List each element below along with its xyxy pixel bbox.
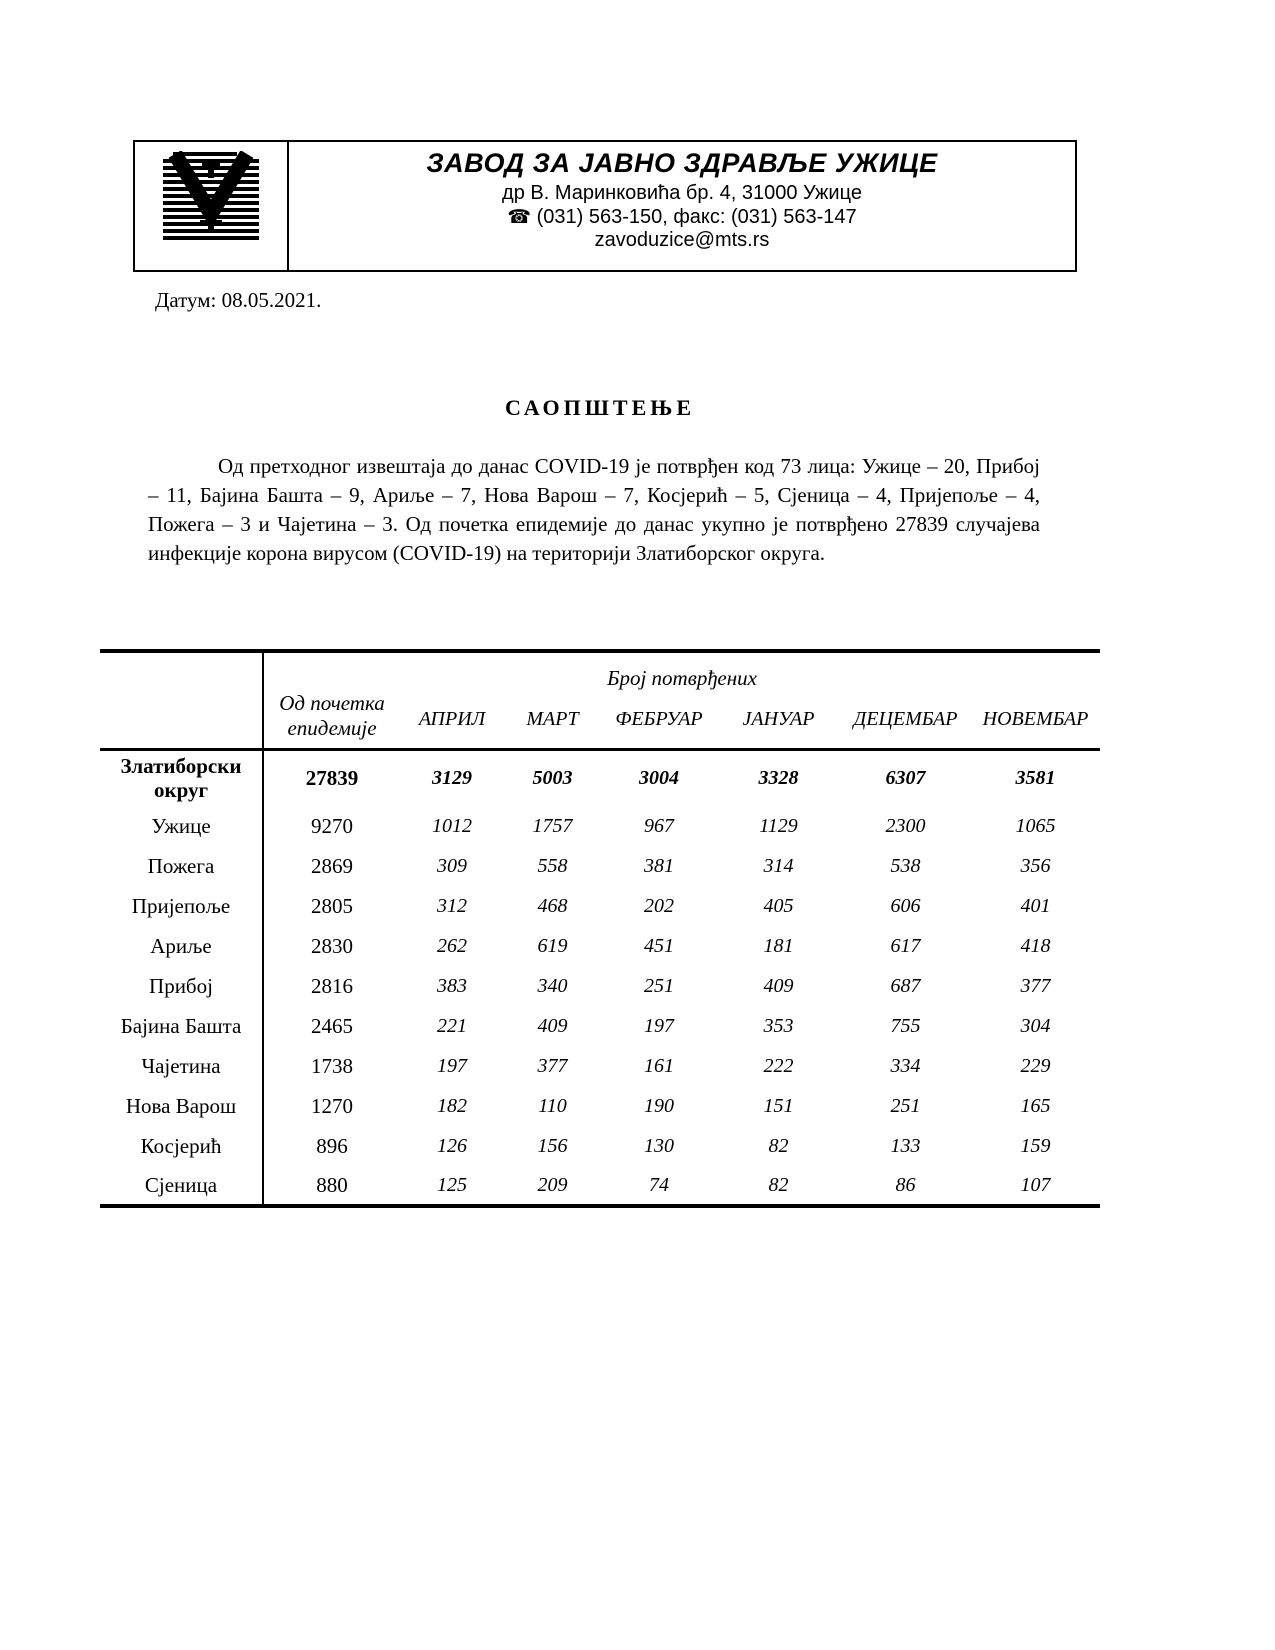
cell-value: 82 (768, 1134, 789, 1157)
cell-value: 418 (1020, 934, 1051, 957)
row-total: 896 (316, 1133, 348, 1158)
covid-stats-table (100, 649, 1100, 1208)
row-label: Нова Варош (100, 1086, 263, 1126)
cell-value: 209 (537, 1173, 568, 1196)
cell-value: 401 (1020, 894, 1051, 917)
cell-value: 409 (537, 1014, 568, 1037)
cell-value: 6307 (885, 766, 926, 789)
table-row (100, 966, 1100, 1006)
row-label: Косјерић (100, 1126, 263, 1166)
cell-value: 229 (1020, 1054, 1051, 1077)
cell-value: 538 (890, 854, 921, 877)
cell-value: 3328 (758, 766, 799, 789)
cell-value: 3129 (432, 766, 472, 789)
table-row (100, 1166, 1100, 1206)
row-label: Бајина Башта (100, 1006, 263, 1046)
cell-value: 126 (437, 1134, 467, 1157)
letterhead (133, 140, 1077, 272)
cell-value: 353 (763, 1014, 794, 1037)
cell-value: 159 (1020, 1134, 1051, 1157)
cell-value: 107 (1020, 1173, 1051, 1196)
cell-value: 251 (890, 1094, 921, 1117)
cell-value: 125 (437, 1173, 467, 1196)
row-label: Сјеница (100, 1166, 263, 1206)
table-row (100, 846, 1100, 886)
cell-value: 377 (1020, 974, 1051, 997)
row-total: 2465 (311, 1013, 353, 1038)
table-header-row-confirmed (100, 651, 1100, 691)
row-total: 880 (316, 1172, 348, 1197)
cell-value: 356 (1020, 854, 1051, 877)
table-row (100, 806, 1100, 846)
cell-value: 110 (538, 1094, 567, 1117)
org-address: др В. Маринковића бр. 4, 31000 Ужице (502, 182, 862, 205)
table-row (100, 1086, 1100, 1126)
cell-value: 181 (763, 934, 794, 957)
cell-value: 1129 (759, 814, 798, 837)
cell-value: 687 (890, 974, 921, 997)
cell-value: 190 (644, 1094, 674, 1117)
table-row (100, 1006, 1100, 1046)
cell-value: 1065 (1015, 814, 1056, 837)
cell-value: 1757 (532, 814, 573, 837)
month-header-april: АПРИЛ (418, 707, 486, 730)
cell-value: 755 (890, 1014, 921, 1037)
cell-value: 251 (644, 974, 674, 997)
org-email: zavoduzice@mts.rs (594, 229, 770, 252)
cell-value: 967 (644, 814, 674, 837)
row-total: 9270 (311, 813, 353, 838)
month-header-mart: МАРТ (526, 707, 579, 730)
table-row (100, 886, 1100, 926)
cell-value: 381 (644, 854, 674, 877)
table-row (100, 1046, 1100, 1086)
cell-value: 130 (644, 1134, 674, 1157)
cell-value: 82 (768, 1173, 789, 1196)
month-header-decembar: ДЕЦЕМБАР (853, 707, 958, 730)
cell-value: 619 (537, 934, 568, 957)
cell-value: 202 (644, 894, 674, 917)
letterhead-text (289, 142, 1075, 270)
cell-value: 86 (895, 1173, 916, 1196)
cell-value: 133 (890, 1134, 921, 1157)
row-label: Чајетина (100, 1046, 263, 1086)
cell-value: 3581 (1015, 766, 1056, 789)
cell-value: 222 (763, 1054, 794, 1077)
cell-value: 5003 (532, 766, 573, 789)
row-total: 2869 (311, 853, 353, 878)
cell-value: 334 (890, 1054, 921, 1077)
cell-value: 377 (537, 1054, 568, 1077)
cell-value: 340 (537, 974, 568, 997)
cell-value: 312 (437, 894, 467, 917)
logo-cell (135, 142, 289, 270)
row-label: Ужице (100, 806, 263, 846)
month-header-februar: ФЕБРУАР (615, 707, 703, 730)
phone-numbers: (031) 563-150, факс: (031) 563-147 (536, 205, 857, 228)
cell-value: 156 (537, 1134, 568, 1157)
row-total: 2805 (311, 893, 353, 918)
confirmed-header: Број потврђених (607, 666, 757, 690)
cell-value: 1012 (432, 814, 472, 837)
cell-value: 409 (763, 974, 794, 997)
cell-value: 309 (437, 854, 467, 877)
row-total: 2816 (311, 973, 353, 998)
page-title: САОПШТЕЊЕ (504, 395, 696, 420)
row-total: 27839 (305, 765, 359, 790)
row-total: 1270 (311, 1093, 353, 1118)
cell-value: 221 (437, 1014, 467, 1037)
date-line: Датум: 08.05.2021. (155, 288, 322, 312)
table-row (100, 749, 1100, 806)
announcement-paragraph: Од претходног извештаја до данас COVID-19 је потврђен код 73 лица: Ужице – 20, Прибој – 11, Бајина Башта – 9, Ариље – 7, Нова Варош – 7, Косјерић – 5, Сјеница – 4, Пријепоље – 4, Пожега – 3 и Чајетина – 3. Од почетка епидемије до данас укупно је потврђено 27839 случајева инфекције корона вирусом (COVID-19) на територији Златиборског округа. (148, 454, 1040, 565)
row-label: Ариље (100, 926, 263, 966)
cell-value: 74 (649, 1173, 669, 1196)
cell-value: 451 (644, 934, 674, 957)
row-label: Прибој (100, 966, 263, 1006)
cell-value: 606 (890, 894, 921, 917)
cell-value: 383 (437, 974, 467, 997)
cell-value: 2300 (885, 814, 926, 837)
row-label: Златиборски округ (100, 749, 263, 806)
cell-value: 151 (763, 1094, 794, 1117)
month-header-januar: ЈАНУАР (742, 707, 815, 730)
phone-icon: ☎ (507, 206, 532, 228)
cell-value: 304 (1020, 1014, 1051, 1037)
corner-cell (100, 651, 263, 749)
row-label: Пријепоље (100, 886, 263, 926)
row-label: Пожега (100, 846, 263, 886)
cell-value: 262 (437, 934, 467, 957)
cell-value: 182 (437, 1094, 467, 1117)
cell-value: 165 (1020, 1094, 1051, 1117)
cell-value: 197 (644, 1014, 674, 1037)
month-header-novembar: НОВЕМБАР (982, 707, 1089, 730)
cell-value: 617 (890, 934, 921, 957)
row-total: 1738 (311, 1053, 353, 1078)
cell-value: 468 (537, 894, 568, 917)
table-row (100, 926, 1100, 966)
row-total: 2830 (311, 933, 353, 958)
cell-value: 558 (537, 854, 568, 877)
org-phone-line (289, 206, 1075, 228)
cell-value: 405 (763, 894, 794, 917)
cell-value: 197 (437, 1054, 467, 1077)
cell-value: 161 (644, 1054, 674, 1077)
org-name: ЗАВОД ЗА ЈАВНО ЗДРАВЉЕ УЖИЦЕ (426, 148, 938, 178)
since-epidemic-header: Од почетка епидемије (279, 691, 385, 740)
table-row (100, 1126, 1100, 1166)
cell-value: 314 (763, 854, 794, 877)
cell-value: 3004 (639, 766, 679, 789)
org-logo-icon (161, 151, 261, 243)
